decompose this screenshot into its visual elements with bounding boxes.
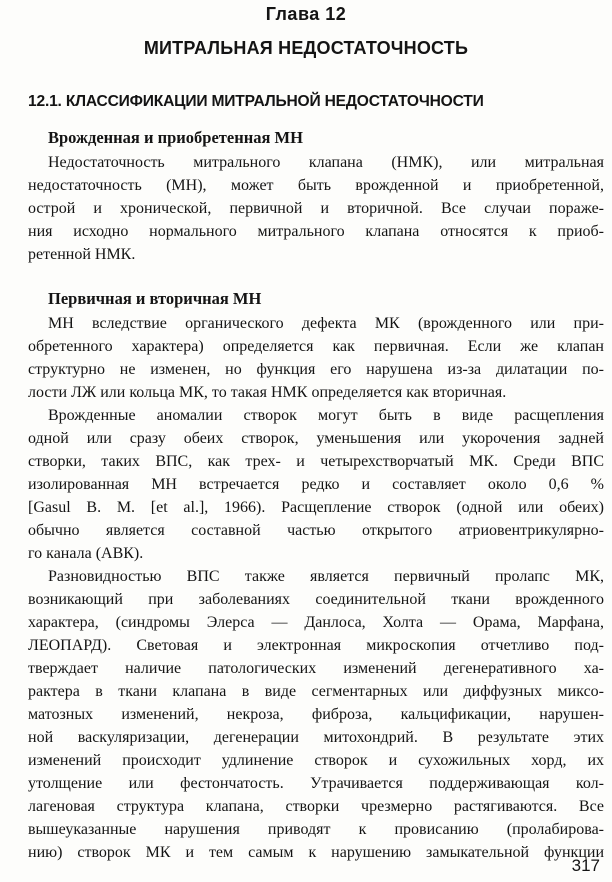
text-line: лагеновая структура клапана, створки чрезмерно растягиваются. Все bbox=[28, 798, 604, 815]
text-line: одной или сразу обеих створок, уменьшения или укорочения задней bbox=[28, 430, 604, 447]
text-line: вышеуказанные нарушения приводят к провисанию (пролабирова- bbox=[28, 821, 604, 838]
text-line: острой и хронической, первичной и вторичной. Все случаи пораже- bbox=[28, 200, 604, 217]
text-line: ретенной НМК. bbox=[28, 246, 136, 263]
text-line: МН вследствие органического дефекта МК (врожденного или при- bbox=[48, 315, 604, 332]
text-line: тверждает наличие патологических изменений дегенеративного ха- bbox=[28, 660, 604, 677]
page-number: 317 bbox=[571, 856, 600, 875]
text-line: ния исходно нормального митрального клапана относятся к приоб- bbox=[28, 223, 604, 240]
text-line: Недостаточность митрального клапана (НМК), или митральная bbox=[48, 154, 604, 171]
text-line: ной васкуляризации, дегенерации митохондрий. В результате этих bbox=[28, 729, 604, 746]
chapter-heading: Глава 12 bbox=[265, 4, 347, 24]
text-line: недостаточность (МН), может быть врожденной и приобретенной, bbox=[28, 177, 604, 194]
text-line: возникающий при заболеваниях соединительной ткани врожденного bbox=[28, 591, 604, 608]
subheading-primary-secondary: Первичная и вторичная МН bbox=[48, 289, 262, 308]
text-line: нию) створок МК и тем самым к нарушению замыкательной функции bbox=[28, 844, 604, 861]
text-line: обретенного характера) определяется как первичная. Если же клапан bbox=[28, 338, 604, 355]
text-line: створки, таких ВПС, как трех- и четырехстворчатый МК. Среди ВПС bbox=[28, 453, 604, 470]
text-line: изолированная МН встречается редко и составляет около 0,6 % bbox=[28, 476, 604, 493]
text-line: обычно является составной частью открытого атриовентрикулярно- bbox=[28, 522, 604, 539]
chapter-title: МИТРАЛЬНАЯ НЕДОСТАТОЧНОСТЬ bbox=[143, 38, 469, 58]
text-line: [Gasul B. M. [et al.], 1966). Расщепление створок (одной или обеих) bbox=[28, 499, 604, 516]
text-line: Врожденные аномалии створок могут быть в виде расщепления bbox=[48, 407, 604, 424]
text-line: лости ЛЖ или кольца МК, то такая НМК определяется как вторичная. bbox=[28, 384, 507, 401]
text-line: рактера в ткани клапана в виде сегментарных или диффузных миксо- bbox=[28, 683, 604, 700]
text-line: ЛЕОПАРД). Световая и электронная микроскопия отчетливо под- bbox=[28, 637, 604, 654]
text-line: го канала (АВК). bbox=[28, 545, 144, 562]
text-line: изменений происходит удлинение створок и сухожильных хорд, их bbox=[28, 752, 604, 769]
subheading-congenital-acquired: Врожденная и приобретенная МН bbox=[48, 128, 303, 147]
text-line: матозных изменений, некроза, фиброза, кальцификации, нарушен- bbox=[28, 706, 604, 723]
text-line: характера, (синдромы Элерса — Данлоса, Холта — Орама, Марфана, bbox=[28, 614, 604, 631]
text-line: структурно не изменен, но функция его нарушена из-за дилатации по- bbox=[28, 361, 604, 378]
text-line: утолщение или фестончатость. Утрачивается поддерживающая кол- bbox=[28, 775, 604, 792]
text-line: Разновидностью ВПС также является первичный пролапс МК, bbox=[48, 568, 604, 585]
section-heading: 12.1. КЛАССИФИКАЦИИ МИТРАЛЬНОЙ НЕДОСТАТОЧНОСТИ bbox=[28, 93, 484, 110]
